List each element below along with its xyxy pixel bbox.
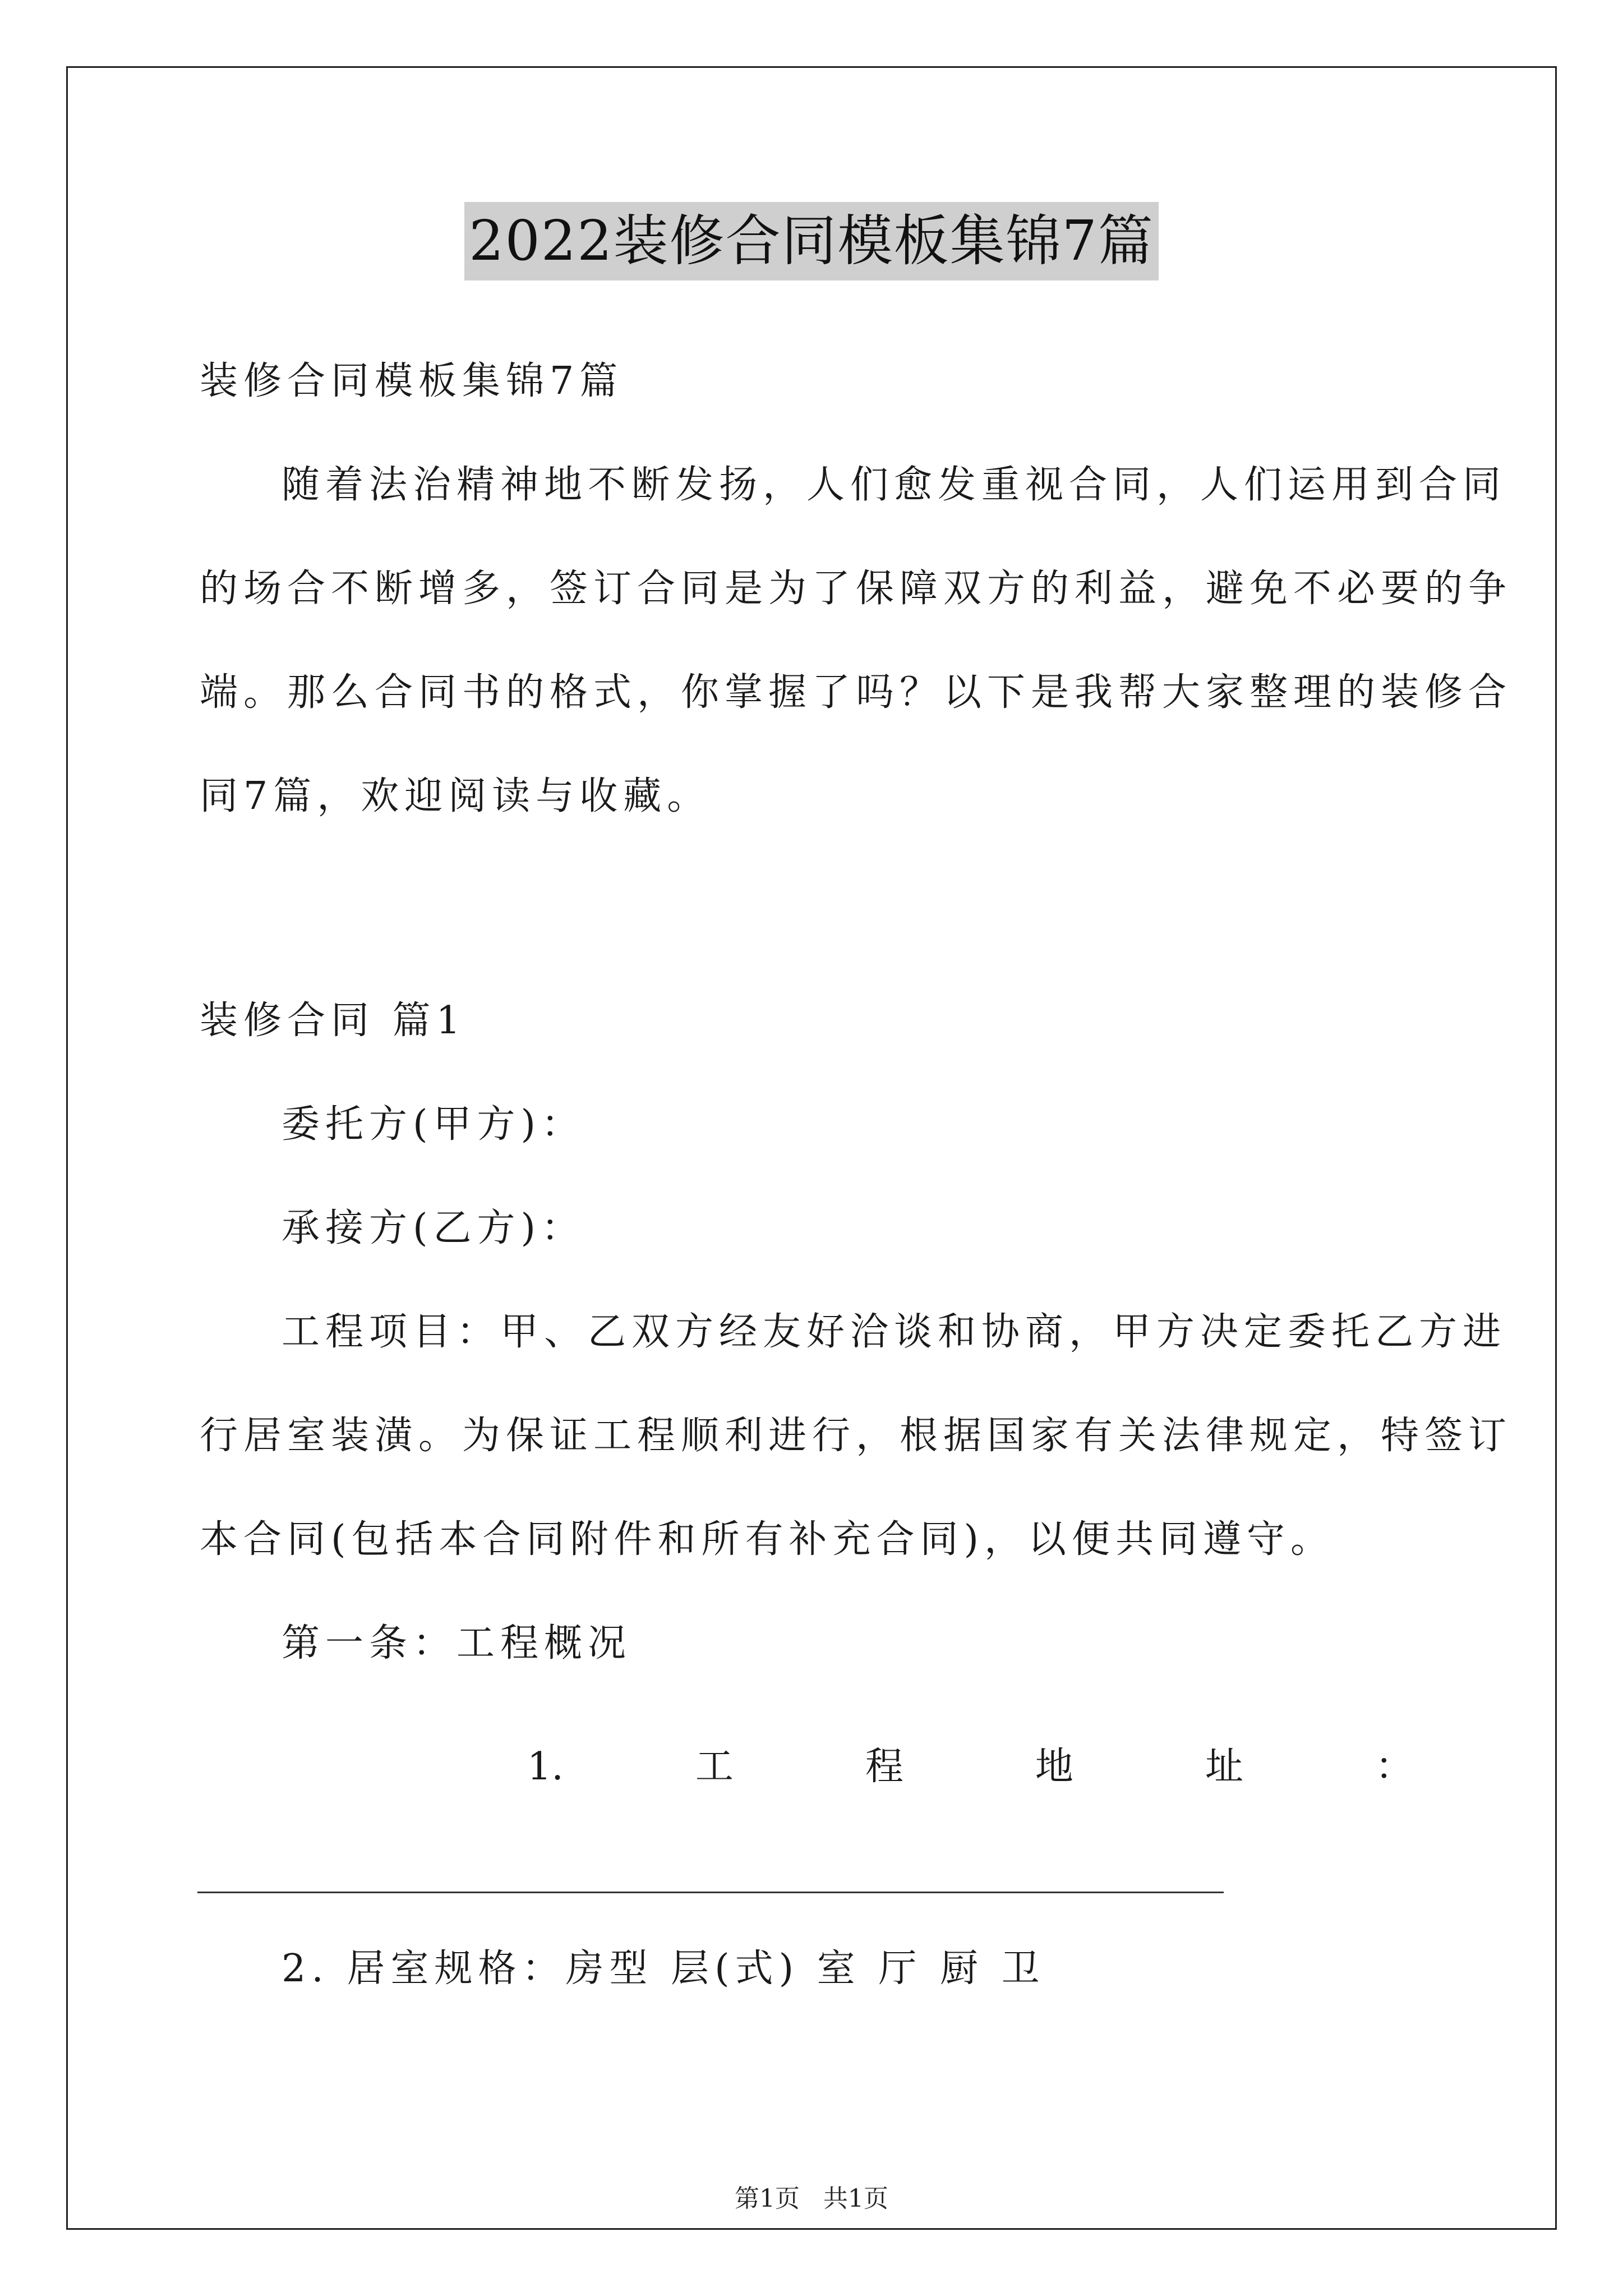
- document-title: 2022装修合同模板集锦7篇: [464, 202, 1159, 280]
- intro-line-3: 端。那么合同书的格式，你掌握了吗？以下是我帮大家整理的装修合: [200, 670, 1513, 715]
- title-container: [0, 202, 1623, 280]
- intro-line-2: 的场合不断增多，签订合同是为了保障双方的利益，避免不必要的争: [200, 567, 1513, 611]
- room-spec-line: 2. 居室规格：房型 层(式) 室 厅 厨 卫: [282, 1947, 1045, 1991]
- page-current: 第1页: [735, 2184, 800, 2213]
- section-heading: 装修合同 篇1: [200, 999, 466, 1043]
- document-subtitle: 装修合同模板集锦7篇: [200, 359, 624, 403]
- address-char-1: 工: [695, 1745, 734, 1789]
- project-line-1: 工程项目：甲、乙双方经友好洽谈和协商，甲方决定委托乙方进: [282, 1310, 1507, 1354]
- intro-line-1: 随着法治精神地不断发扬，人们愈发重视合同，人们运用到合同: [282, 463, 1507, 507]
- page-total: 共1页: [823, 2184, 888, 2213]
- address-fill-line: [197, 1892, 1224, 1893]
- address-char-2: 程: [865, 1745, 903, 1789]
- address-row: [527, 1739, 1413, 1795]
- address-char-4: 址: [1205, 1745, 1243, 1789]
- party-b-label: 承接方(乙方)：: [282, 1206, 585, 1250]
- address-char-3: 地: [1035, 1745, 1073, 1789]
- project-line-2: 行居室装潢。为保证工程顺利进行，根据国家有关法律规定，特签订: [200, 1414, 1513, 1458]
- address-colon: ：: [1375, 1745, 1413, 1789]
- page-footer: [0, 2182, 1623, 2216]
- intro-line-4: 同7篇，欢迎阅读与收藏。: [200, 774, 711, 818]
- project-line-3: 本合同(包括本合同附件和所有补充合同)，以便共同遵守。: [200, 1517, 1335, 1562]
- address-number: 1.: [527, 1745, 564, 1789]
- party-a-label: 委托方(甲方)：: [282, 1102, 585, 1147]
- article-1-heading: 第一条：工程概况: [282, 1621, 632, 1665]
